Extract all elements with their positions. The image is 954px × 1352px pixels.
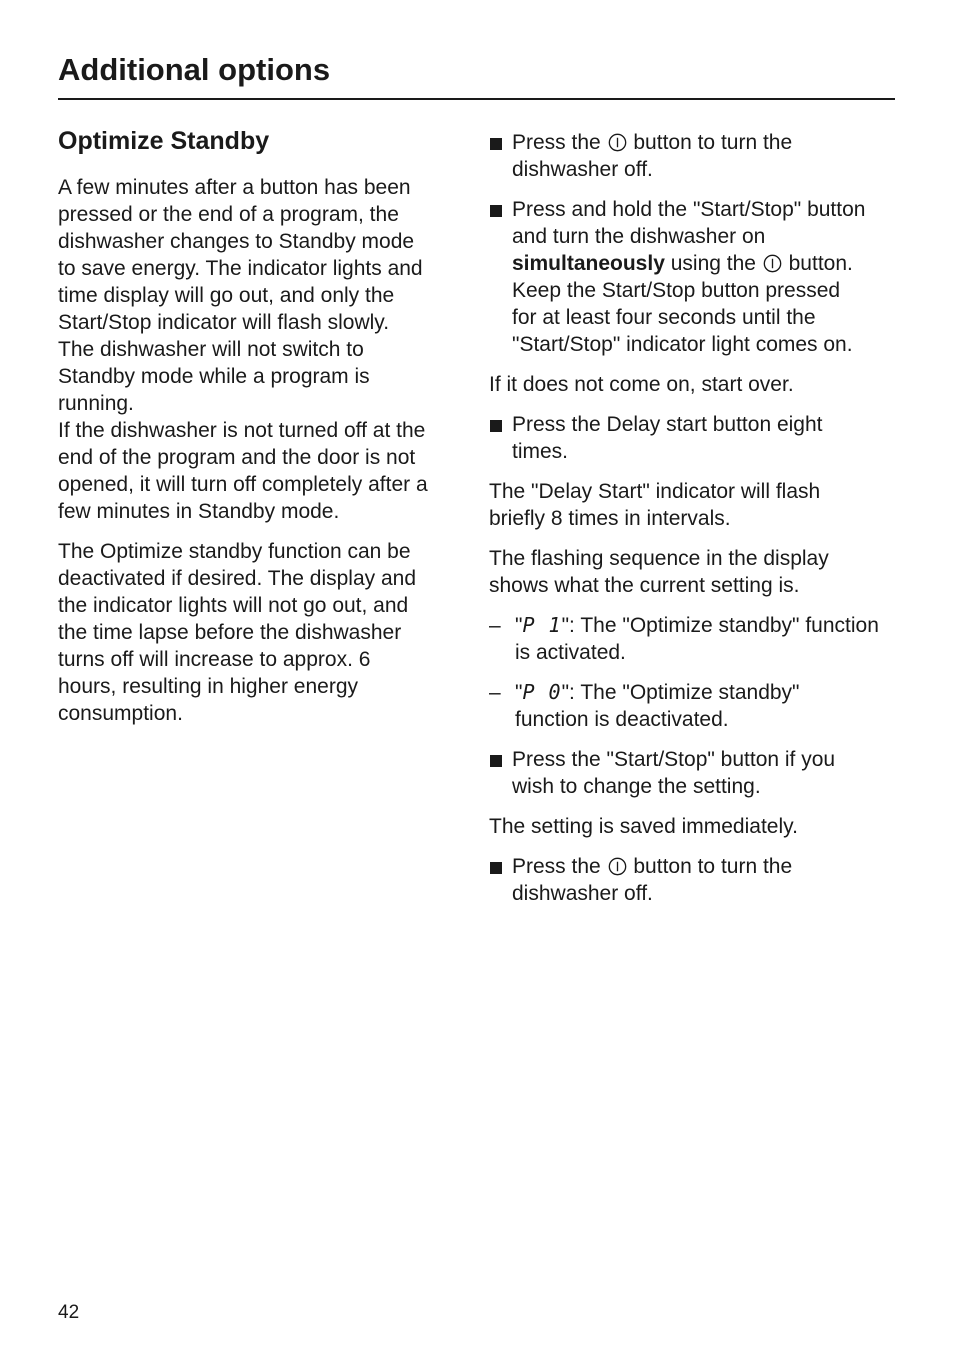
bullet-square-icon xyxy=(490,420,502,432)
right-column xyxy=(489,124,899,907)
setting-activated: – "P 1": The "Optimize standby" function is activated. xyxy=(489,613,879,664)
text-line: deactivated if desired. The display and xyxy=(58,567,417,590)
left-column xyxy=(58,124,468,727)
page-title: Additional options xyxy=(58,52,331,87)
note-setting-saved: The setting is saved immediately. xyxy=(489,815,798,838)
dash-bullet: – xyxy=(489,614,501,637)
note-delay-indicator: The "Delay Start" indicator will flash briefly 8 times in intervals. xyxy=(489,480,821,530)
display-code: P 0 xyxy=(522,680,562,704)
step-delay-start: Press the Delay start button eight times. xyxy=(489,411,899,465)
note-start-over: If it does not come on, start over. xyxy=(489,373,794,396)
deactivate-paragraph xyxy=(58,538,468,727)
text-line: Start/Stop indicator will flash slowly. xyxy=(58,311,390,334)
section-heading: Optimize Standby xyxy=(58,127,270,155)
dash-bullet: – xyxy=(489,681,501,704)
note-flashing-sequence: The flashing sequence in the display shows what the current setting is. xyxy=(489,547,829,597)
bullet-square-icon xyxy=(490,755,502,767)
page-number: 42 xyxy=(58,1302,80,1323)
display-code: P 1 xyxy=(522,613,562,637)
text-line: the time lapse before the dishwasher xyxy=(58,621,402,644)
bullet-square-icon xyxy=(490,205,502,217)
text-line: hours, resulting in higher energy xyxy=(58,675,359,698)
step-change-setting: Press the "Start/Stop" button if you wish to change the setting. xyxy=(489,746,899,800)
text-line: time display will go out, and only the xyxy=(58,284,395,307)
text-line: the indicator lights will not go out, and xyxy=(58,594,409,617)
setting-deactivated: – "P 0": The "Optimize standby" function is deactivated. xyxy=(489,680,800,731)
text-line: running. xyxy=(58,392,134,415)
text-line: The Optimize standby function can be xyxy=(58,540,411,563)
text-line: consumption. xyxy=(58,702,183,725)
bullet-square-icon xyxy=(490,862,502,874)
text-line: opened, it will turn off completely after a xyxy=(58,473,428,496)
power-button-icon xyxy=(608,133,627,152)
power-button-icon xyxy=(763,254,782,273)
text-line: Standby mode while a program is xyxy=(58,365,370,388)
text-line: few minutes in Standby mode. xyxy=(58,500,340,523)
title-rule xyxy=(58,98,895,100)
text-line: If the dishwasher is not turned off at the xyxy=(58,419,426,442)
step-turn-off: Press the button to turn the dishwasher off. xyxy=(489,129,899,183)
text-line: to save energy. The indicator lights and xyxy=(58,257,423,280)
power-button-icon xyxy=(608,857,627,876)
intro-paragraph xyxy=(58,174,468,525)
text-line: A few minutes after a button has been xyxy=(58,176,411,199)
text-line: pressed or the end of a program, the xyxy=(58,203,399,226)
step-hold-start-stop: Press and hold the "Start/Stop" button and turn the dishwasher on simultaneously using the button. Keep the Start/Stop button pressed for at least four seconds until the "Start/Stop" indicator light comes on. xyxy=(489,196,899,358)
step-turn-off-final: Press the button to turn the dishwasher off. xyxy=(489,853,899,907)
bullet-square-icon xyxy=(490,138,502,150)
text-line: turns off will increase to approx. 6 xyxy=(58,648,371,671)
emphasis-text: simultaneously xyxy=(512,252,665,275)
text-line: The dishwasher will not switch to xyxy=(58,338,364,361)
text-line: end of the program and the door is not xyxy=(58,446,416,469)
text-line: dishwasher changes to Standby mode xyxy=(58,230,415,253)
